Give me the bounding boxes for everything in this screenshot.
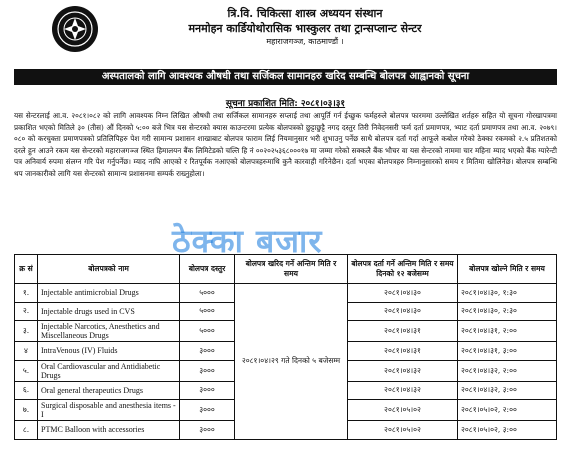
row-submit-date: २०८१।०४।३२ xyxy=(348,360,458,381)
row-cost: ३००० xyxy=(180,360,235,381)
row-open-date: २०८१।०४।३२, ३:०० xyxy=(458,381,557,400)
col-header-open: बोलपत्र खोल्ने मिति र समय xyxy=(458,255,557,284)
row-sn: ५. xyxy=(15,360,38,381)
row-cost: ३००० xyxy=(180,381,235,400)
col-header-sn: क्र सं xyxy=(15,255,38,284)
notice-publish-date: सूचना प्रकाशित मिति: २०८१।०३।३१ xyxy=(225,99,346,109)
institution-name: त्रि.वि. चिकित्सा शास्त्र अध्ययन संस्थान xyxy=(227,7,383,20)
table-body xyxy=(15,284,557,440)
tribhuvan-university-emblem xyxy=(52,6,98,52)
col-header-submit: बोलपत्र दर्ता गर्ने अन्तिम मिति र समय दिनको १२ बजेसम्म xyxy=(348,255,458,284)
col-header-buy: बोलपत्र खरिद गर्ने अन्तिम मिति र समय xyxy=(235,255,348,284)
row-name: Injectable Narcotics, Anesthetics and Miscellaneous Drugs xyxy=(38,321,180,342)
row-cost: ३००० xyxy=(180,342,235,361)
row-open-date: २०८१।०४।३१, २:०० xyxy=(458,321,557,342)
row-open-date: २०८१।०४।३१, ३:०० xyxy=(458,342,557,361)
table-row xyxy=(15,284,557,303)
row-open-date: २०८१।०४।३२, २:०० xyxy=(458,360,557,381)
row-open-date: २०८१।०४।३०, २:३० xyxy=(458,302,557,321)
row-name: Injectable drugs used in CVS xyxy=(38,302,180,321)
row-sn: ७. xyxy=(15,400,38,421)
row-submit-date: २०८१।०४।३१ xyxy=(348,342,458,361)
row-cost: ३००० xyxy=(180,400,235,421)
row-cost: ५००० xyxy=(180,302,235,321)
row-submit-date: २०८१।०४।३२ xyxy=(348,381,458,400)
row-open-date: २०८१।०५।०२, ३:०० xyxy=(458,421,557,440)
row-name: PTMC Balloon with accessories xyxy=(38,421,180,440)
notice-title-banner: अस्पतालको लागि आवश्यक औषधी तथा सर्जिकल सामानहरु खरिद सम्बन्धि बोलपत्र आह्वानको सूचना xyxy=(14,69,557,85)
row-name: Surgical disposable and anesthesia items -I xyxy=(38,400,180,421)
row-submit-date: २०८१।०४।३० xyxy=(348,302,458,321)
row-sn: १. xyxy=(15,284,38,303)
row-submit-date: २०८१।०५।०२ xyxy=(348,400,458,421)
notice-body: यस सेन्टरलाई आ.व. २०८१।०८२ को लागि आवश्यक निम्न लिखित औषधी तथा सर्जिकल सामानहरु सप्लाई तथा आपूर्ति गर्न ईच्छुक फर्महरुले बोलपत्र फारममा उल्लेखित शर्तहरु सहित यो सूचना गोरखापत्रमा प्रकाशित भएको मितिले ३० (तीस) औं दिनको ५:०० बजे भित्र यस सेन्टरको क्यास काउन्टरमा प्रत्येक बोलपत्रको छुट्टाछुट्टै नगद दस्तुर तिरी निवेदनसरी फर्म दर्ता प्रमाणपत्र, भ्याट दर्ता प्रमाणपत्र तथा आ.व. २०७९।०८० को करचुक्ता प्रमाणपत्रको प्रतिलिपिहरु पेश गरी सामान्य प्रशासन शाखाबाट बोलपत्र फाराम लिई नियमानुसार भरी शुभाउनु पर्नेछ साथै बोलपत्र दर्ता गर्दा आफूले कबोल गरेको ठेक्का रकमको २.५ प्रतिशतको दरले हुन आउने रकम यस सेन्टरको महाराजगञ्ज स्थित हिमालयन बैंक लिमिटेडको चल्ति हि नं ००२०२५३६८०००१७ मा जम्मा गरेको सक्कलै बैंक भौचर वा यस सेन्टरको नाममा चार महिना म्याद भएको बैंक ग्यारेन्टी पत्र अनिवार्य रुपमा संलग्न गरि पेश गर्नुपर्नेछ। म्याद नाघि आएको र रितपूर्वक नआएको बोलपत्रहरुमाथि कुनै कारवाही गरिनेछैन। दर्ता भएका बोलपत्रहरु निम्नानुसारको समय र मितिमा खोलिनेछ। बोलपत्र सम्बन्धि थप जानकारीको लागि यस सेन्टरको सामान्य प्रशासनमा सम्पर्क राख्नुहोला। xyxy=(14,111,557,178)
row-open-date: २०८१।०५।०२, २:०० xyxy=(458,400,557,421)
bid-table xyxy=(14,254,557,440)
row-sn: ४ xyxy=(15,342,38,361)
row-open-date: २०८१।०४।३०, १:३० xyxy=(458,284,557,303)
row-name: IntraVenous (IV) Fluids xyxy=(38,342,180,361)
col-header-cost: बोलपत्र दस्तुर xyxy=(180,255,235,284)
row-submit-date: २०८१।०५।०२ xyxy=(348,421,458,440)
institution-header xyxy=(105,6,505,47)
row-name: Injectable antimicrobial Drugs xyxy=(38,284,180,303)
row-sn: ८. xyxy=(15,421,38,440)
row-sn: ६. xyxy=(15,381,38,400)
row-submit-date: २०८१।०४।३१ xyxy=(348,321,458,342)
row-cost: ५००० xyxy=(180,321,235,342)
row-name: Oral general therapeutics Drugs xyxy=(38,381,180,400)
row-sn: २. xyxy=(15,302,38,321)
watermark-logo: ठेक्का बजार xyxy=(172,222,323,260)
row-name: Oral Cardiovascular and Antidiabetic Drugs xyxy=(38,360,180,381)
row-submit-date: २०८१।०४।३० xyxy=(348,284,458,303)
row-cost: ३००० xyxy=(180,421,235,440)
center-name: मनमोहन कार्डियोथोरासिक भास्कुलर तथा ट्रान्सप्लान्ट सेन्टर xyxy=(188,22,422,35)
center-address: महाराजगञ्ज, काठमाण्डौं । xyxy=(266,37,344,46)
row-cost: ५००० xyxy=(180,284,235,303)
row-buy-deadline: २०८१।०४।२९ गते दिनको ५ बजेसम्म xyxy=(235,284,348,440)
row-sn: ३. xyxy=(15,321,38,342)
col-header-name: बोलपत्रको नाम xyxy=(38,255,180,284)
